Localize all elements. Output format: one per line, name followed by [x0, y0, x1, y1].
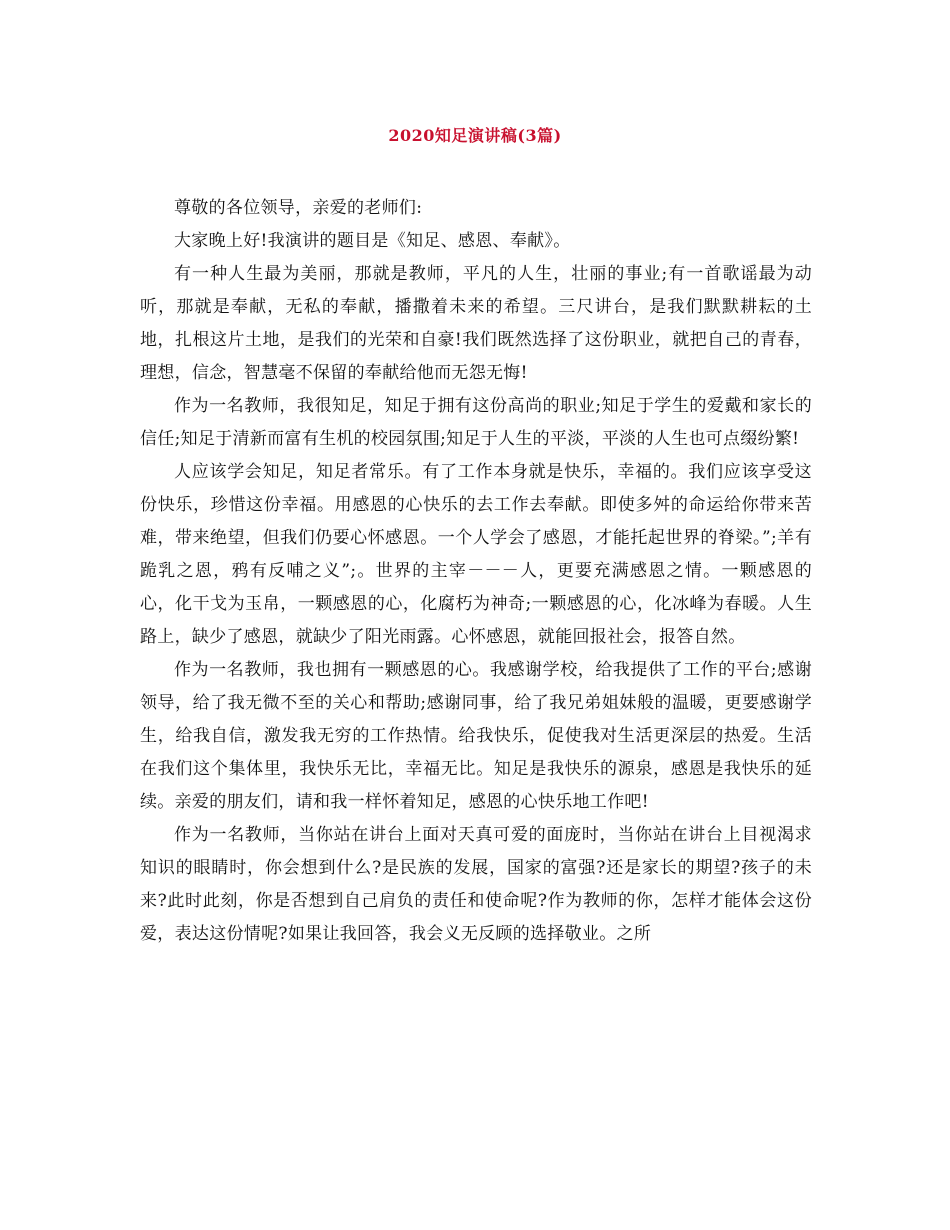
- document-title: 2020知足演讲稿(3篇): [388, 126, 562, 145]
- paragraph-5: 人应该学会知足，知足者常乐。有了工作本身就是快乐，幸福的。我们应该享受这份快乐，珍惜这份幸福。用感恩的心快乐的去工作去奉献。即使多舛的命运给你带来苦难，带来绝望，但我们仍要心怀感恩。一个人学会了感恩，才能托起世界的脊梁。”;羊有跪乳之恩，鸦有反哺之义”;。世界的主宰－－－人，更要充满感恩之情。一颗感恩的心，化干戈为玉帛，一颗感恩的心，化腐朽为神奇;一颗感恩的心，化冰峰为春暖。人生路上，缺少了感恩，就缺少了阳光雨露。心怀感恩，就能回报社会，报答自然。: [140, 462, 812, 647]
- paragraph-6: 作为一名教师，我也拥有一颗感恩的心。我感谢学校，给我提供了工作的平台;感谢领导，给了我无微不至的关心和帮助;感谢同事，给了我兄弟姐妹般的温暖，更要感谢学生，给我自信，激发我无穷的工作热情。给我快乐，促使我对生活更深层的热爱。生活在我们这个集体里，我快乐无比，幸福无比。知足是我快乐的源泉，感恩是我快乐的延续。亲爱的朋友们，请和我一样怀着知足，感恩的心快乐地工作吧!: [140, 660, 812, 812]
- paragraph-2: 大家晚上好!我演讲的题目是《知足、感恩、奉献》。: [174, 231, 571, 251]
- document-body: [140, 192, 812, 951]
- paragraph-4: 作为一名教师，我很知足，知足于拥有这份高尚的职业;知足于学生的爱戴和家长的信任;知足于清新而富有生机的校园氛围;知足于人生的平淡，平淡的人生也可点缀纷繁!: [140, 396, 812, 449]
- paragraph-3: 有一种人生最为美丽，那就是教师，平凡的人生，壮丽的事业;有一首歌谣最为动听，那就是奉献，无私的奉献，播撒着未来的希望。三尺讲台，是我们默默耕耘的土地，扎根这片土地，是我们的光荣和自豪!我们既然选择了这份职业，就把自己的青春，理想，信念，智慧毫不保留的奉献给他而无怨无悔!: [140, 264, 812, 383]
- paragraph-7: 作为一名教师，当你站在讲台上面对天真可爱的面庞时，当你站在讲台上目视渴求知识的眼睛时，你会想到什么?是民族的发展，国家的富强?还是家长的期望?孩子的未来?此时此刻，你是否想到自己肩负的责任和使命呢?作为教师的你，怎样才能体会这份爱，表达这份情呢?如果让我回答，我会义无反顾的选择敬业。之所: [140, 825, 812, 944]
- paragraph-1: 尊敬的各位领导，亲爱的老师们:: [174, 198, 423, 218]
